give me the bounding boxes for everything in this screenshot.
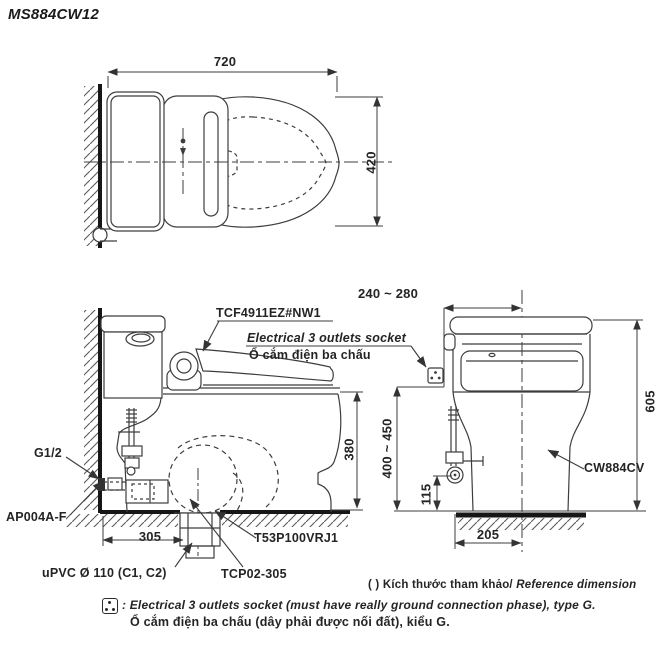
label-drain-pipe: uPVC Ø 110 (C1, C2) [42, 566, 167, 580]
dim-420: 420 [363, 151, 379, 174]
wall-hatch [84, 86, 99, 246]
dim-305: 305 [138, 529, 162, 544]
socket-note-en: : Electrical 3 outlets socket (must have really ground connection phase), type G. [122, 598, 596, 612]
reference-note-vi: ( ) Kích thước tham khảo/ [368, 579, 517, 591]
dim-380: 380 [341, 438, 357, 461]
label-bowl-model: CW884CV [584, 461, 645, 475]
dim-605: 605 [642, 390, 658, 413]
reference-note-en: Reference dimension [516, 579, 637, 591]
top-view-drawing [84, 72, 396, 248]
socket-icon [102, 598, 118, 614]
dim-400-450: 400 ~ 450 [379, 418, 395, 479]
label-supply-thread: G1/2 [34, 446, 62, 460]
dim-115: 115 [418, 483, 434, 506]
reference-dimension-note [368, 579, 636, 591]
socket-note-vi: Ổ cắm điện ba chấu (dây phải được nối đất), kiểu G. [130, 615, 450, 629]
dim-205: 205 [476, 527, 500, 542]
label-washlet-model: TCF4911EZ#NW1 [216, 306, 321, 320]
label-connector: T53P100VRJ1 [254, 531, 339, 545]
label-flange: TCP02-305 [221, 567, 287, 581]
drawing-title: MS884CW12 [8, 6, 100, 23]
socket-icon [428, 368, 443, 383]
dim-720-lines [108, 72, 337, 92]
label-socket-vi: Ổ cắm điện ba chấu [249, 348, 371, 362]
dim-720: 720 [213, 54, 237, 69]
label-socket-en: Electrical 3 outlets socket [247, 331, 406, 345]
dim-240-280: 240 ~ 280 [358, 286, 418, 301]
label-stop-valve: AP004A-F [6, 510, 67, 524]
